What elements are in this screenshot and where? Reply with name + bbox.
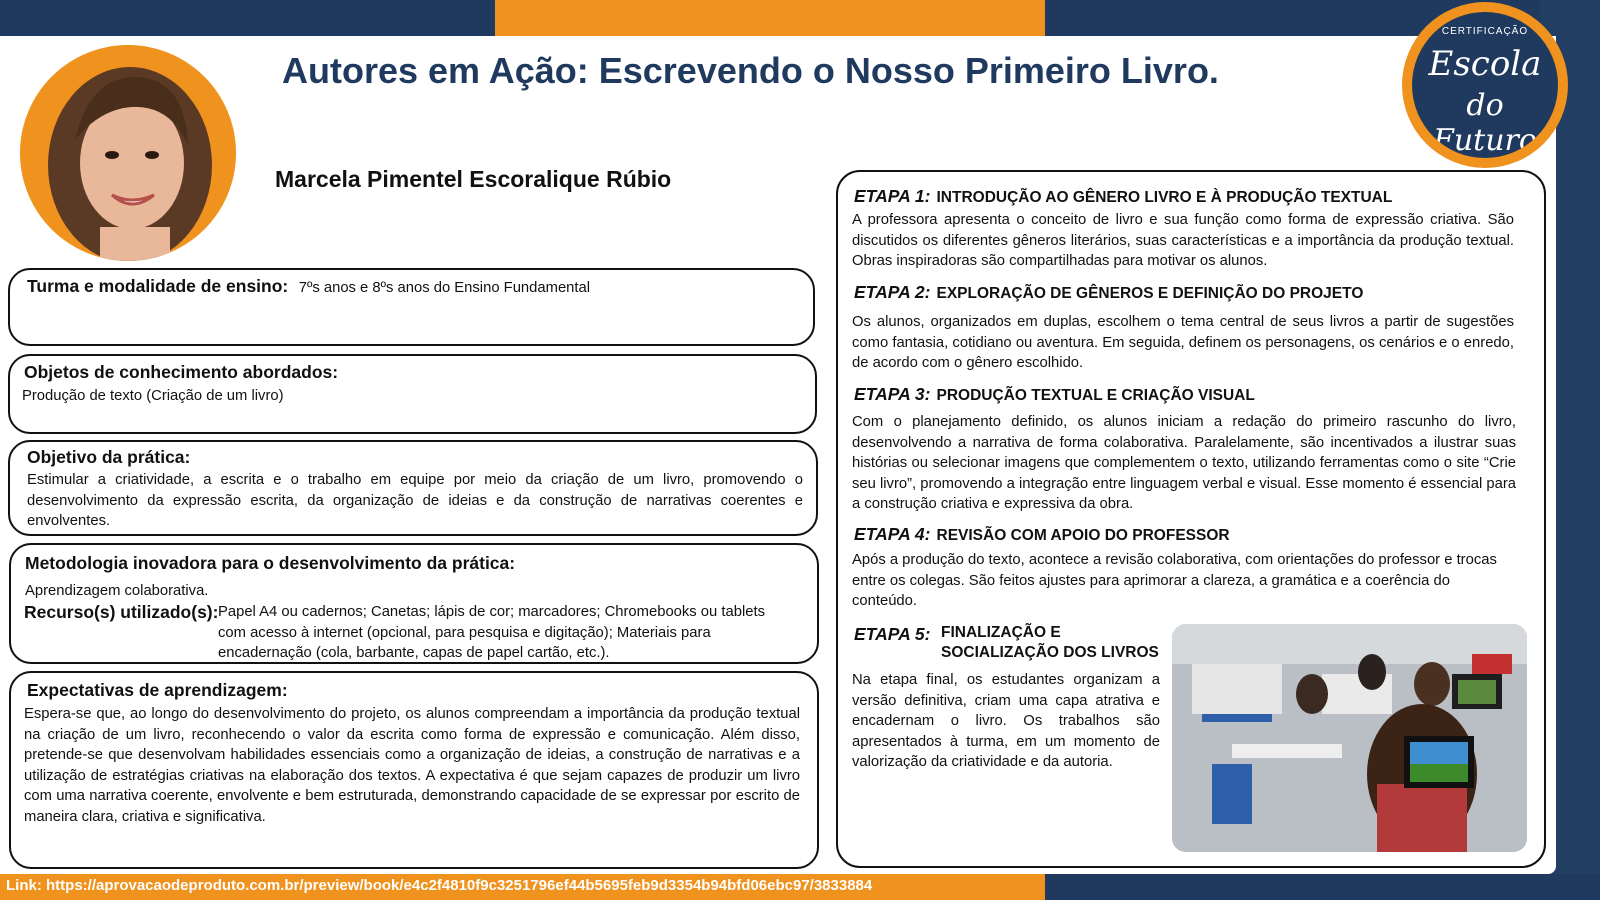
- classroom-illustration: [1172, 624, 1527, 852]
- metodologia-label: Metodologia inovadora para o desenvolvimento da prática:: [25, 553, 516, 573]
- logo-inner: [1412, 12, 1558, 158]
- footer-bar-blue: [1045, 874, 1600, 900]
- objetos-box: [8, 354, 817, 434]
- objetivo-box: [8, 440, 818, 536]
- etapa-4-name: REVISÃO COM APOIO DO PROFESSOR: [936, 527, 1230, 544]
- objetos-label: Objetos de conhecimento abordados:: [24, 362, 339, 382]
- logo-text-line2: do Futuro: [1433, 88, 1537, 158]
- etapa-4-label: ETAPA 4:: [854, 524, 931, 544]
- etapa-1-heading: [854, 186, 1392, 207]
- etapa-5-label: ETAPA 5:: [854, 624, 931, 644]
- recursos-value: Papel A4 ou cadernos; Canetas; lápis de cor; marcadores; Chromebooks ou tablets com acesso à internet (opcional, para pesquisa e digitação); Materiais para encadernação (cola, barbante, capas de papel cartão, etc.).: [218, 604, 765, 662]
- etapa-1-name: INTRODUÇÃO AO GÊNERO LIVRO E À PRODUÇÃO TEXTUAL: [936, 189, 1393, 206]
- escola-do-futuro-logo: [1402, 2, 1568, 168]
- etapa-4-heading: [854, 524, 1230, 545]
- metodologia-value: Aprendizagem colaborativa.: [25, 583, 209, 599]
- etapa-2-heading: [854, 282, 1363, 303]
- etapa-5-text: Na etapa final, os estudantes organizam a versão definitiva, criam uma capa atrativa e encadernam o livro. Os trabalhos são apresentados à turma, em um momento de valorização da criatividade e da autoria.: [852, 672, 1160, 771]
- turma-value: 7ºs anos e 8ºs anos do Ensino Fundamental: [298, 280, 591, 296]
- author-portrait-illustration: [20, 45, 236, 261]
- logo-text-line1: Escola: [1428, 44, 1542, 84]
- author-photo: [20, 45, 236, 261]
- logo-certification-text: CERTIFICAÇÃO: [1441, 26, 1529, 37]
- author-name: Marcela Pimentel Escoralique Rúbio: [275, 166, 672, 192]
- etapa-2-label: ETAPA 2:: [854, 282, 931, 302]
- page-title: Autores em Ação: Escrevendo o Nosso Primeiro Livro.: [282, 50, 1219, 91]
- footer-link[interactable]: Link: https://aprovacaodeproduto.com.br/preview/book/e4c2f4810f9c3251796ef44b5695feb9d3354b94bfd06ebc97/3833884: [6, 877, 873, 894]
- etapa-1-label: ETAPA 1:: [854, 186, 931, 206]
- objetivo-value: Estimular a criatividade, a escrita e o trabalho em equipe por meio da criação de um livro, promovendo o desenvolvimento da expressão escrita, da organização de ideias e da construção de narrativas coerentes e envolventes.: [27, 472, 803, 530]
- etapa-3-label: ETAPA 3:: [854, 384, 931, 404]
- turma-label: Turma e modalidade de ensino:: [27, 276, 289, 296]
- metodologia-box: [9, 543, 819, 664]
- top-bar-orange: [495, 0, 1045, 36]
- top-bar-blue: [0, 0, 495, 36]
- expectativas-value: Espera-se que, ao longo do desenvolvimento do projeto, os alunos compreendam a importância da produção textual na criação de um livro, reconhecendo o valor da escrita como forma de expressão e comunicação. Além disso, pretende-se que desenvolvam habilidades essenciais como a organização de ideias, a construção de narrativas e a utilização de estratégias criativas na elaboração dos textos. A expectativa é que sejam capazes de produzir um livro com uma narrativa coerente, envolvente e bem estruturada, demonstrando capacidade de se expressar por escrito de maneira clara, criativa e significativa.: [24, 706, 800, 825]
- etapa-5-name-line1: FINALIZAÇÃO E: [941, 624, 1061, 641]
- turma-box: [8, 268, 815, 346]
- objetivo-label: Objetivo da prática:: [27, 447, 191, 467]
- expectativas-label: Expectativas de aprendizagem:: [27, 680, 288, 700]
- etapa-2-name: EXPLORAÇÃO DE GÊNEROS E DEFINIÇÃO DO PROJETO: [936, 285, 1364, 302]
- etapa-5-name-line2: SOCIALIZAÇÃO DOS LIVROS: [941, 644, 1159, 661]
- etapa-3-heading: [854, 384, 1255, 405]
- etapa-2-text: Os alunos, organizados em duplas, escolhem o tema central de seus livros a partir de sugestões como fantasia, cotidiano ou aventura. Em seguida, definem os personagens, os cenários e o enredo, de acordo com o gênero escolhido.: [852, 314, 1514, 372]
- classroom-photo: [1172, 624, 1527, 852]
- etapa-3-name: PRODUÇÃO TEXTUAL E CRIAÇÃO VISUAL: [936, 387, 1255, 404]
- etapa-1-text: A professora apresenta o conceito de livro e sua função como forma de expressão criativa. São discutidos os diferentes gêneros literários, suas características e a importância da produção textual. Obras inspiradoras são compartilhadas para motivar os alunos.: [852, 212, 1514, 270]
- etapas-box: [836, 170, 1546, 868]
- objetos-value: Produção de texto (Criação de um livro): [22, 388, 284, 404]
- etapa-3-text: Com o planejamento definido, os alunos iniciam a redação do primeiro rascunho do livro, desenvolvendo a narrativa de forma colaborativa. Paralelamente, são incentivados a ilustrar suas histórias ou selecionar imagens que complementem o texto, utilizando ferramentas como o site “Crie seu livro”, promovendo a integração entre linguagem verbal e visual. Esse momento é essencial para a construção criativa e expressiva da obra.: [852, 414, 1516, 513]
- expectativas-box: [9, 671, 819, 869]
- etapa-4-text: Após a produção do texto, acontece a revisão colaborativa, com orientações do professor e trocas entre os colegas. São feitos ajustes para aprimorar a clareza, a gramática e a coerência do conteúdo.: [852, 552, 1497, 610]
- recursos-label: Recurso(s) utilizado(s):: [24, 602, 219, 622]
